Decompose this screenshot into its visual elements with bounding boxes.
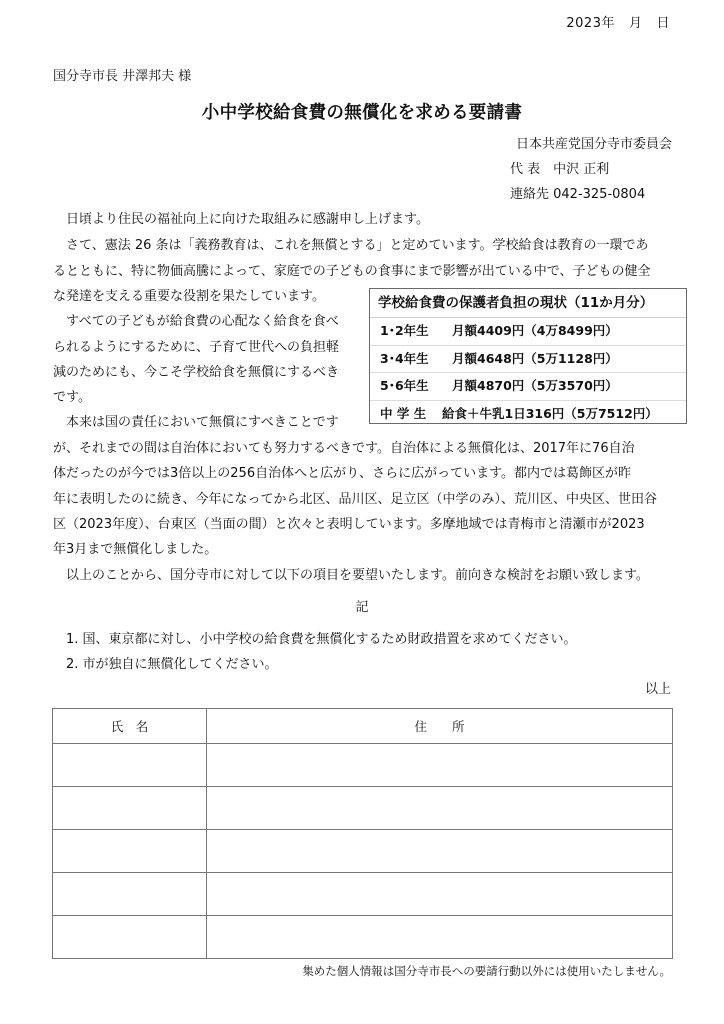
body-line: 本来は国の責任において無償にすべきことです [53,415,339,430]
cost-amount: 月額4409円（4万8499円） [452,323,618,338]
signature-table [52,708,673,959]
address-cell[interactable] [207,744,673,787]
body-line: られるようにするために、子育て世代への負担軽 [53,340,340,355]
name-cell[interactable] [53,744,207,787]
body-line: 以上のことから、国分寺市に対して以下の項目を要望いたします。前向きな検討をお願い致します。 [53,568,649,583]
body-line: るとともに、特に物価高騰によって、家庭での子どもの食事にまで影響が出ている中で、子どもの健全 [53,264,651,279]
sender-organization: 日本共産党国分寺市委員会 [515,137,672,152]
name-cell[interactable] [53,916,207,959]
document-title: 小中学校給食費の無償化を求める要請書 [201,103,523,123]
body-line: 減のためにも、今こそ学校給食を無償にするべき [53,365,340,380]
body-line: が、それまでの間は自治体においても努力するべきです。自治体による無償化は、2017年に76自治 [53,441,635,456]
cost-row [370,373,686,401]
date-month: 月 [628,16,643,31]
body-line: すべての子どもが給食費の心配なく給食を食べ [53,314,339,329]
name-cell[interactable] [53,787,207,830]
address-cell[interactable] [207,830,673,873]
header-name: 氏 名 [53,709,207,744]
body-line: 年に表明したのに続き、今年になってから北区、品川区、足立区（中学のみ）、荒川区、中央区、世田谷 [53,492,657,507]
request-item: 2. 市が独自に無償化してください。 [66,657,278,672]
address-cell[interactable] [207,916,673,959]
cost-box-title: 学校給食費の保護者負担の現状（11か月分） [370,289,686,318]
body-line: 日頃より住民の福祉向上に向けた取組みに感謝申し上げます。 [53,212,429,227]
date-year: 2023年 [566,16,615,31]
name-cell[interactable] [53,873,207,916]
body-line: 区（2023年度）、台東区（当面の間）と次々と表明しています。多摩地域では青梅市と清瀬市が2023 [53,517,645,532]
address-cell[interactable] [207,873,673,916]
cost-row [370,401,686,428]
signature-row [53,916,673,959]
addressee: 国分寺市長 井澤邦夫 様 [53,69,192,84]
body-line: 体だったのが今では3倍以上の256自治体へと広がり、さらに広がっています。都内では葛飾区が昨 [53,466,632,481]
sender-contact: 連絡先 042-325-0804 [510,187,646,202]
cost-amount: 月額4870円（5万3570円） [452,378,618,393]
sender-representative: 代 表 中沢 正利 [510,162,610,177]
body-line: さて、憲法 26 条は「義務教育は、これを無償とする」と定めています。学校給食は教育の一環であ [53,238,649,253]
date-day: 日 [656,16,670,31]
body-line: 年3月まで無償化しました。 [53,542,218,557]
cost-amount: 給食＋牛乳1日316円（5万7512円） [442,405,658,421]
body-line: な発達を支える重要な役割を果たしています。 [53,289,325,304]
signature-row [53,744,673,787]
signature-row [53,830,673,873]
signature-row [53,787,673,830]
body-line: です。 [53,390,91,405]
closing-mark: 以上 [644,682,671,697]
name-cell[interactable] [53,830,207,873]
header-address: 住 所 [207,709,673,744]
cost-row [370,318,686,346]
date-line [566,12,670,31]
cost-grade: 5･6年生 [380,378,429,393]
signature-header-row [53,709,673,744]
signature-row [53,873,673,916]
cost-grade: 中 学 生 [380,405,427,421]
requests-heading: 記 [355,600,369,615]
cost-amount: 月額4648円（5万1128円） [452,350,618,366]
cost-grade: 3･4年生 [380,350,429,366]
cost-info-box [369,288,687,424]
request-item: 1. 国、東京都に対し、小中学校の給食費を無償化するため財政措置を求めてください。 [66,632,577,647]
cost-row [370,346,686,374]
privacy-footnote: 集めた個人情報は国分寺市長への要請行動以外には使用いたしません。 [302,964,671,978]
cost-grade: 1･2年生 [380,323,429,338]
address-cell[interactable] [207,787,673,830]
